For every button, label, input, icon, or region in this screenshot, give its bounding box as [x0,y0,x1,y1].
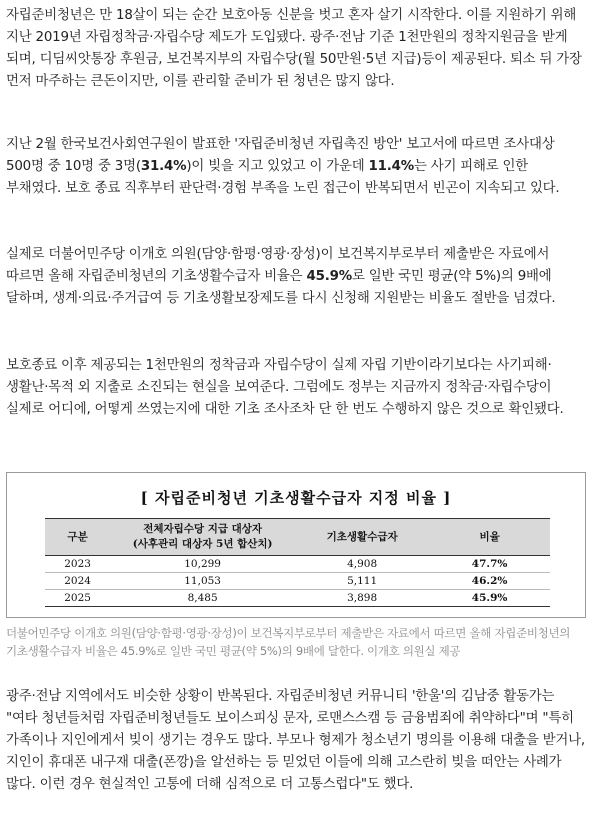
paragraph-3 [6,244,586,310]
header-total-line1: 전체자립수당 지급 대상자 [143,523,263,535]
paragraph-3-text-b: 로 일반 국민 평균(약 5%)의 9배에 달하며, 생계·의료·주거급여 등 기초생활보장제도를 다시 신청해 지원받는 비율도 절반을 넘겼다. [6,269,556,306]
recipient-ratio-table [45,518,550,607]
paragraph-2-text-b: )이 빚을 지고 있었고 이 가운데 [186,159,369,174]
paragraph-4: 보호종료 이후 제공되는 1천만원의 정착금과 자립수당이 실제 자립 기반이라기보다는 사기피해·생활난·목적 외 지출로 소진되는 현실을 보여준다. 그럼에도 정부는 지금까지 정착금·자립수당이 실제로 어디에, 어떻게 쓰였는지에 대한 기초 조사조차 단 한 번도 수행하지 않은 것으로 확인됐다. [6,358,564,417]
row-year: 2025 [45,590,110,607]
row-year: 2024 [45,573,110,590]
paragraph-1: 자립준비청년은 만 18살이 되는 순간 보호아동 신분을 벗고 혼자 살기 시작한다. 이를 지원하기 위해 지난 2019년 자립정착금·자립수당 제도가 도입됐다. 광주·전남 기준 1천만원의 정착지원금을 받게 되며, 디딤씨앗통장 후원금, 보건복지부의 자립수당(월 50만원·5년 지급)등이 제공된다. 퇴소 뒤 가장 먼저 마주하는 큰돈이지만, 이를 관리할 준비가 된 청년은 많지 않다. [6,8,582,89]
row-total: 10,299 [110,556,295,573]
table-row [45,556,550,573]
paragraph-2-highlight-fraud-rate: 11.4% [368,159,414,174]
header-category: 구분 [45,519,110,556]
paragraph-2-text-c: 는 사기 피해로 인한 부채였다. 보호 종료 직후부터 판단력·경험 부족을 노린 접근이 반복되면서 빈곤이 지속되고 있다. [6,159,560,196]
paragraph-5: 광주·전남 지역에서도 비슷한 상황이 반복된다. 자립준비청년 커뮤니티 '한울'의 김남중 활동가는 "여타 청년들처럼 자립준비청년들도 보이스피싱 문자, 로맨스스캠 등 금융범죄에 취약하다"며 "특히 가족이나 지인에게서 빚이 생기는 경우도 많다. 부모나 형제가 청소년기 명의를 이용해 대출을 받거나, 지인이 휴대폰 내구재 대출(폰깡)을 알선하는 등 믿었던 이들에 의해 고스란히 빚을 떠안는 사례가 많다. 이런 경우 현실적인 고통에 더해 심적으로 더 고통스럽다"도 했다. [6,689,585,792]
row-recipients: 5,111 [295,573,429,590]
table-row [45,590,550,607]
row-ratio: 45.9% [429,590,550,607]
row-recipients: 3,898 [295,590,429,607]
figure-title: [ 자립준비청년 기초생활수급자 지정 비율 ] [140,489,452,507]
paragraph-2 [6,134,586,200]
row-recipients: 4,908 [295,556,429,573]
header-ratio: 비율 [429,519,550,556]
paragraph-3-highlight-ratio: 45.9% [306,269,352,284]
header-basic-recipients: 기초생활수급자 [295,519,429,556]
table-header-row [45,519,550,556]
paragraph-2-highlight-debt-rate: 31.4% [140,159,187,174]
row-total: 11,053 [110,573,295,590]
figure-table-image [6,472,586,618]
figure-caption: 더불어민주당 이개호 의원(담양·함평·영광·장성)이 보건복지부로부터 제출받은 자료에서 따르면 올해 자립준비청년의 기초생활수급자 비율은 45.9%로 일반 국민 평균(약 5%)의 9배에 달한다. 이개호 의원실 제공 [6,626,571,658]
row-ratio: 46.2% [429,573,550,590]
paragraph-3-text-a: 실제로 더불어민주당 이개호 의원(담양·함평·영광·장성)이 보건복지부로부터 제출받은 자료에서 따르면 올해 자립준비청년의 기초생활수급자 비율은 [6,247,550,284]
header-total-recipients [110,519,295,556]
row-total: 8,485 [110,590,295,607]
paragraph-2-text-a: 지난 2월 한국보건사회연구원이 발표한 '자립준비청년 자립촉진 방안' 보고서에 따르면 조사대상 500명 중 10명 중 3명( [6,137,555,174]
header-total-line2: (사후관리 대상자 5년 합산치) [132,538,273,550]
table-row [45,573,550,590]
row-year: 2023 [45,556,110,573]
row-ratio: 47.7% [429,556,550,573]
